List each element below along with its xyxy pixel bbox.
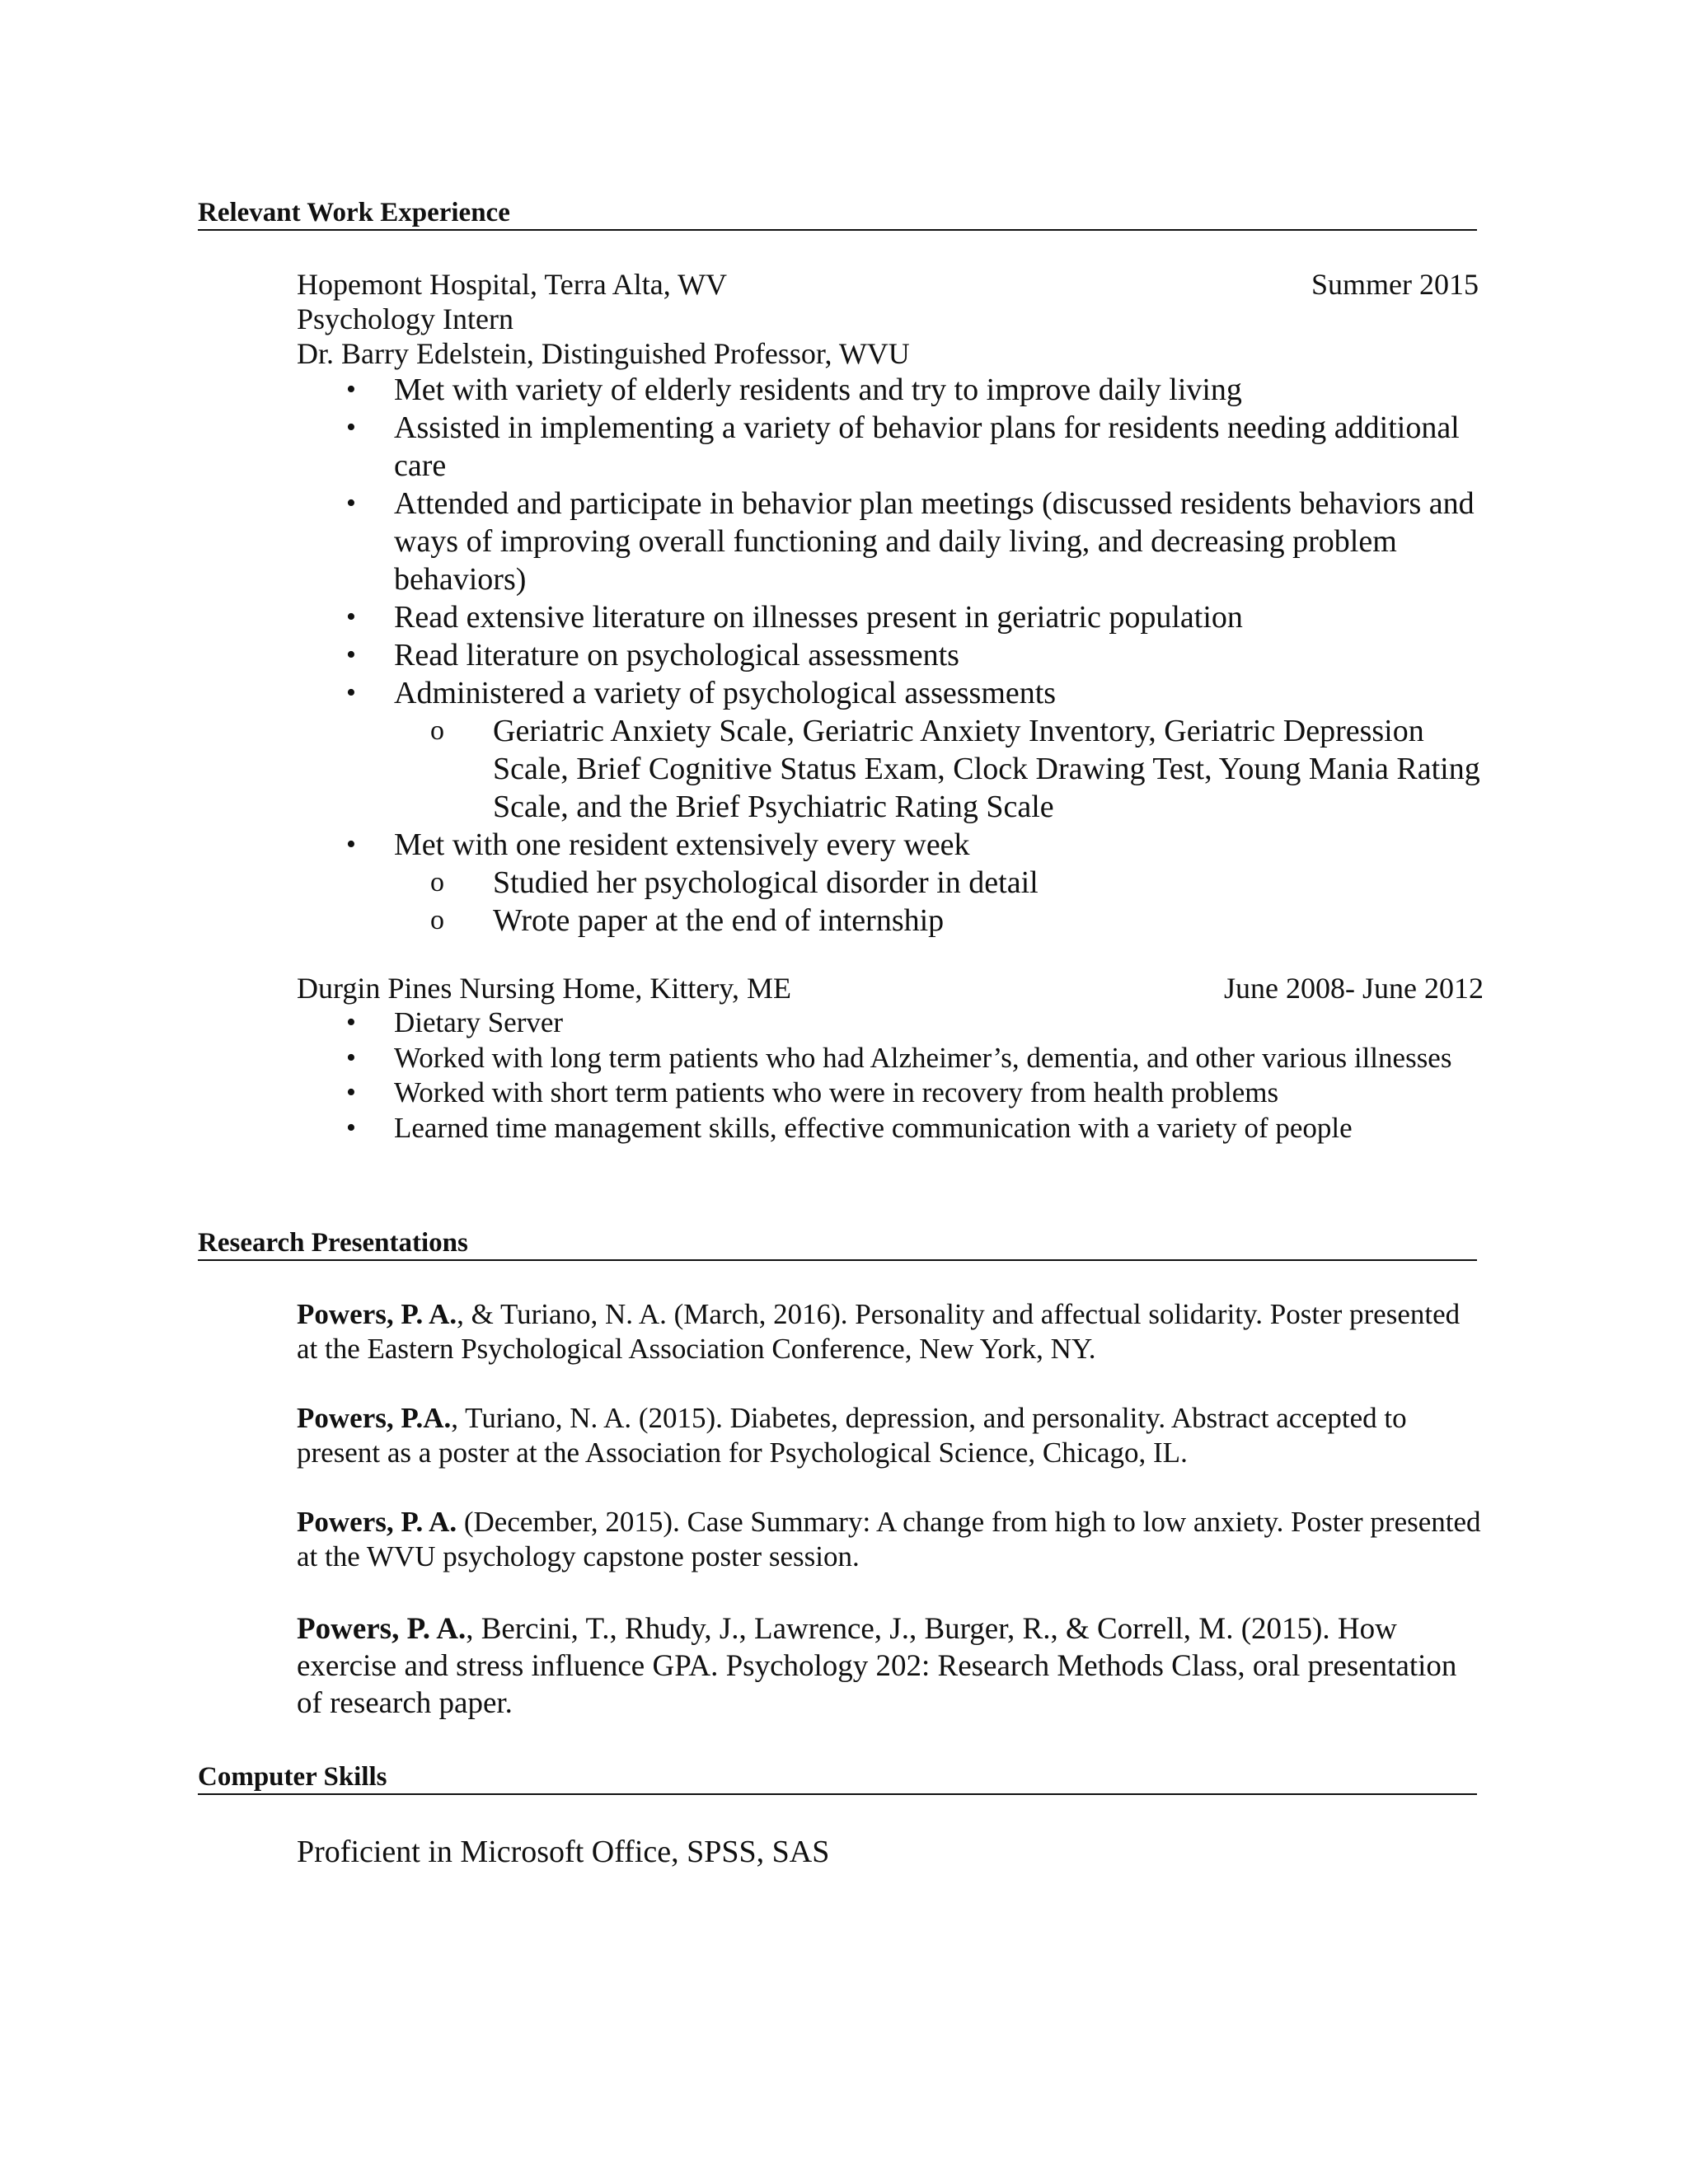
skills-text: Proficient in Microsoft Office, SPSS, SAS	[297, 1835, 830, 1869]
section-heading-computer: Computer Skills	[198, 1760, 1477, 1795]
supervisor: Dr. Barry Edelstein, Distinguished Professor, WVU	[297, 337, 910, 370]
list-item: • Met with variety of elderly residents and try to improve daily living	[297, 371, 1484, 409]
list-item: • Worked with short term patients who were in recovery from health problems	[297, 1076, 1484, 1111]
sub-list-item: o Wrote paper at the end of internship	[297, 902, 1484, 940]
list-item: • Assisted in implementing a variety of behavior plans for residents needing additional care	[297, 409, 1484, 485]
job-header	[297, 267, 1484, 302]
section-heading-research: Research Presentations	[198, 1226, 1477, 1261]
list-item: • Read extensive literature on illnesses present in geriatric population	[297, 598, 1484, 636]
list-item: • Attended and participate in behavior plan meetings (discussed residents behaviors and ways of improving overall functioning and daily living, and decreasing problem behaviors)	[297, 485, 1484, 598]
section-heading-work: Relevant Work Experience	[198, 196, 1477, 231]
sub-list-item: o Studied her psychological disorder in detail	[297, 864, 1484, 902]
presentation-item: Powers, P. A. (December, 2015). Case Summary: A change from high to low anxiety. Poster presented at the WVU psychology capstone poster session.	[297, 1506, 1481, 1572]
list-item-resident: • Met with one resident extensively every week o Studied her psychological disorder in detail o Wrote paper at the end of internship	[297, 826, 1484, 940]
list-item: • Worked with long term patients who had Alzheimer’s, dementia, and other various illnesses	[297, 1041, 1484, 1076]
job-date: Summer 2015	[1311, 268, 1479, 301]
job1-bullets	[297, 371, 1484, 940]
job-header	[297, 971, 1484, 1005]
job-date: June 2008- June 2012	[1224, 972, 1484, 1005]
job-durgin	[297, 971, 1484, 1146]
list-item-assessments: • Administered a variety of psychological assessments o Geriatric Anxiety Scale, Geriatric Anxiety Inventory, Geriatric Depression Scale, Brief Cognitive Status Exam, Clock Drawing Test, Young Mania Rating Scale, and the Brief Psychiatric Rating Scale	[297, 674, 1484, 826]
list-item: • Dietary Server	[297, 1005, 1484, 1041]
presentation-item: Powers, P.A., Turiano, N. A. (2015). Diabetes, depression, and personality. Abstract accepted to present as a poster at the Association for Psychological Science, Chicago, IL.	[297, 1402, 1407, 1469]
presentation-item: Powers, P. A., Bercini, T., Rhudy, J., Lawrence, J., Burger, R., & Correll, M. (2015). How exercise and stress influence GPA. Psychology 202: Research Methods Class, oral presentation of research paper.	[297, 1612, 1457, 1720]
employer: Hopemont Hospital, Terra Alta, WV	[297, 268, 728, 301]
sub-list-item: o Geriatric Anxiety Scale, Geriatric Anxiety Inventory, Geriatric Depression Scale, Brief Cognitive Status Exam, Clock Drawing Test, Young Mania Rating Scale, and the Brief Psychiatric Rating Scale	[297, 712, 1484, 826]
employer: Durgin Pines Nursing Home, Kittery, ME	[297, 972, 791, 1005]
assessment-sublist	[394, 712, 1484, 826]
list-item: • Learned time management skills, effective communication with a variety of people	[297, 1111, 1484, 1146]
job2-bullets	[297, 1005, 1484, 1146]
list-item: • Read literature on psychological assessments	[297, 636, 1484, 674]
job-title: Psychology Intern	[297, 302, 513, 335]
resident-sublist	[394, 864, 1484, 940]
job-hopemont	[297, 267, 1484, 940]
presentation-item: Powers, P. A., & Turiano, N. A. (March, 2016). Personality and affectual solidarity. Poster presented at the Eastern Psychological Association Conference, New York, NY.	[297, 1298, 1461, 1365]
